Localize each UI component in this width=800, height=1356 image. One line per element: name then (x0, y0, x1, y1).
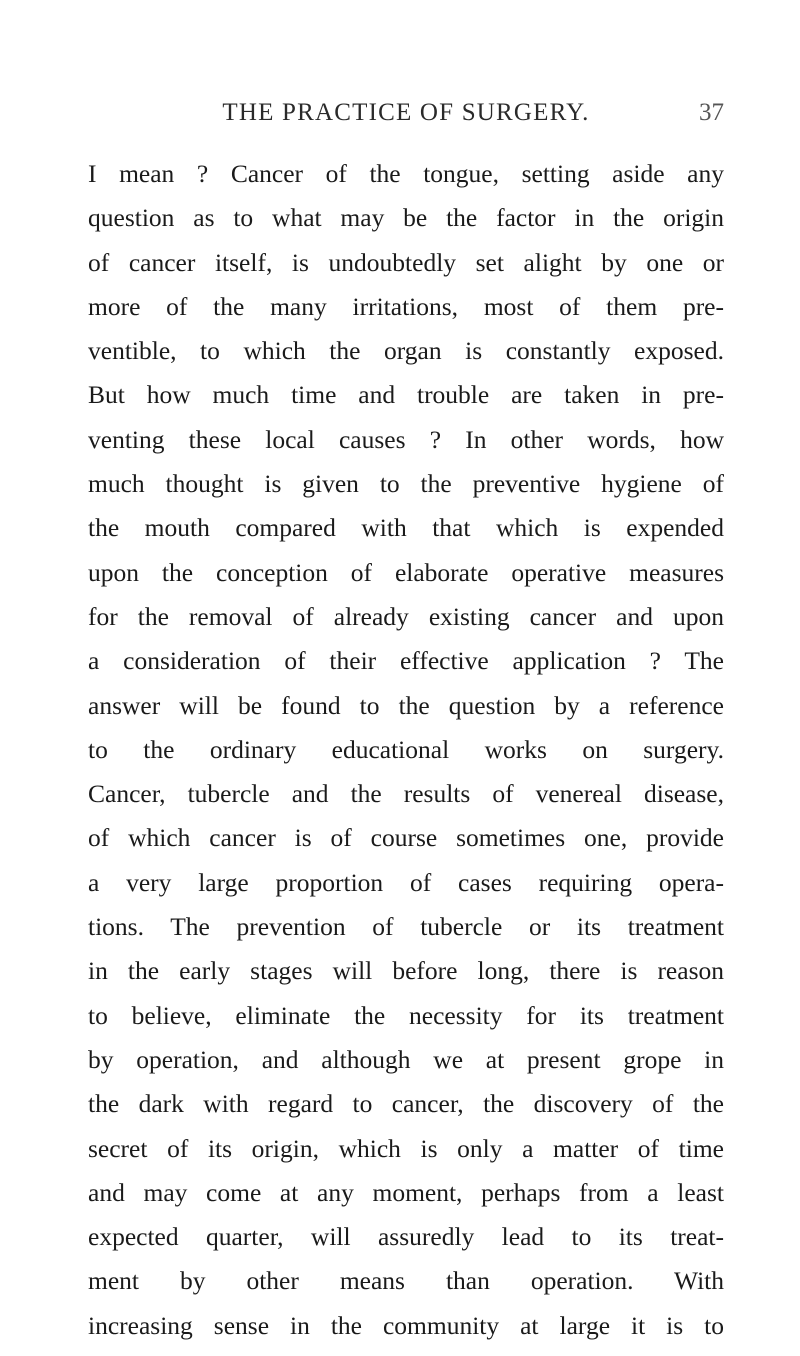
text-line: the mouth compared with that which is expended (88, 513, 724, 543)
text-line: to believe, eliminate the necessity for its treatment (88, 1000, 724, 1030)
text-line: expected quarter, will assuredly lead to its treat- (88, 1222, 724, 1252)
text-line: much thought is given to the preventive hygiene of (88, 469, 724, 499)
text-line: ment by other means than operation. With (88, 1266, 724, 1296)
running-head (88, 96, 724, 130)
text-line: of cancer itself, is undoubtedly set alight by one or (88, 247, 724, 277)
text-line: the dark with regard to cancer, the discovery of the (88, 1089, 724, 1119)
text-line: Cancer, tubercle and the results of venereal disease, (88, 779, 724, 809)
text-line: question as to what may be the factor in the origin (88, 203, 724, 233)
text-line: upon the conception of elaborate operative measures (88, 557, 724, 587)
text-line: venting these local causes ? In other words, how (88, 424, 724, 454)
text-line: of which cancer is of course sometimes one, provide (88, 823, 724, 853)
page-number: 37 (699, 99, 724, 126)
text-line: I mean ? Cancer of the tongue, setting aside any (88, 159, 724, 188)
text-line: secret of its origin, which is only a matter of time (88, 1133, 724, 1163)
text-line: tions. The prevention of tubercle or its treatment (88, 912, 724, 942)
text-line: a very large proportion of cases requiring opera- (88, 867, 724, 897)
text-line: by operation, and although we at present grope in (88, 1044, 724, 1074)
running-title: THE PRACTICE OF SURGERY. (222, 99, 590, 126)
body-text (88, 152, 724, 1348)
text-line: But how much time and trouble are taken in pre- (88, 380, 724, 410)
text-line: more of the many irritations, most of them pre- (88, 291, 724, 321)
text-line: increasing sense in the community at large it is to (88, 1310, 724, 1340)
text-line: to the ordinary educational works on surgery. (88, 734, 724, 764)
text-line: a consideration of their effective application ? The (88, 646, 724, 676)
text-line: and may come at any moment, perhaps from a least (88, 1177, 724, 1207)
text-line: answer will be found to the question by a reference (88, 690, 724, 720)
text-line: ventible, to which the organ is constantly exposed. (88, 336, 724, 366)
text-line: for the removal of already existing cancer and upon (88, 601, 724, 631)
text-line: in the early stages will before long, there is reason (88, 956, 724, 986)
